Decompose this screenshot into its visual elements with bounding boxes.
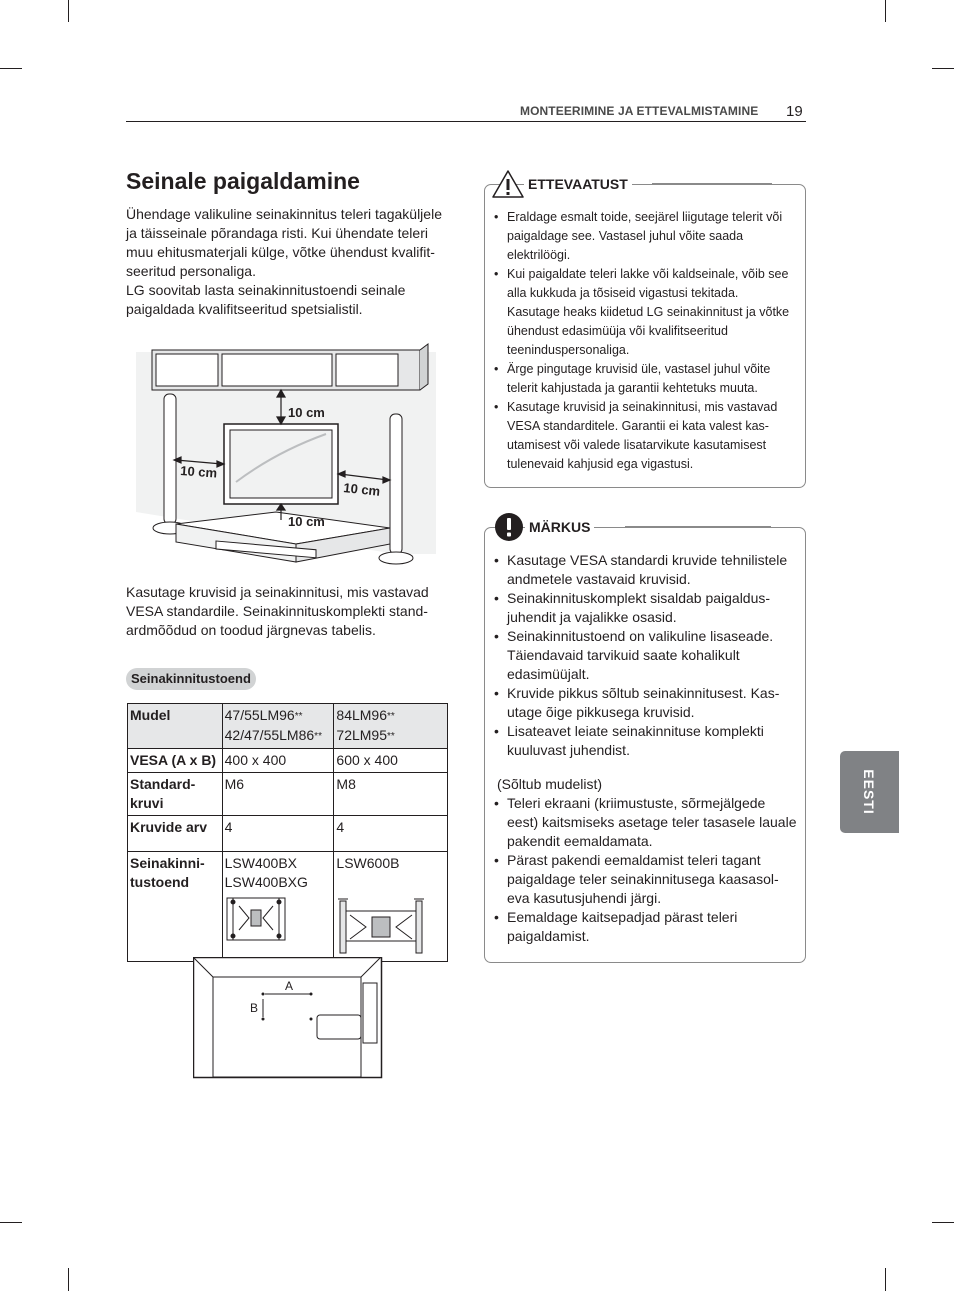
- vesa-dimension-diagram: [193, 957, 383, 1079]
- model-label: 47/55LM96: [224, 707, 295, 723]
- table-cell: 400 x 400: [222, 749, 334, 773]
- crop-mark: [0, 68, 22, 69]
- intro-paragraph: Ühendage valikuline seinakinnitus teleri tagaküljele ja täisseinale põrandaga risti. Kui ühendate teleri muu ehitusmaterjali külge, võtke ühendust kvalifit-seeritud personaliga.: [126, 206, 442, 279]
- table-header-cell: Standard-kruvi: [128, 773, 223, 816]
- clearance-left: 10 cm: [179, 463, 218, 481]
- list-item: • Kasutage kruvisid ja seinakinnitusi, mis vastavad VESA standarditele. Garantii ei kata valest kas-utamisest või valede lisatarvikute kasutamisest tulenevaid kahjusid ega vigastusi.: [492, 398, 792, 474]
- wall-mount-illustration: [136, 342, 438, 574]
- clearance-bottom: 10 cm: [288, 514, 325, 529]
- crop-mark: [885, 1268, 886, 1291]
- table-row: [128, 704, 448, 749]
- note-icon: [494, 512, 524, 542]
- footnote-mark: **: [387, 711, 395, 722]
- note-title: MÄRKUS: [525, 519, 594, 535]
- table-header-cell: Seinakinni-tustoend: [128, 852, 223, 962]
- language-tab-label: EESTI: [861, 769, 877, 815]
- clearance-top: 10 cm: [288, 405, 325, 420]
- spec-table: [127, 703, 448, 962]
- model-label: 72LM95: [336, 727, 387, 743]
- table-cell: M8: [334, 773, 448, 816]
- page-title: Seinale paigaldamine: [126, 168, 360, 194]
- dimension-b-label: B: [250, 1001, 259, 1015]
- bracket-lsw600b-image: [336, 893, 426, 959]
- list-item: • Seinakinnituskomplekt sisaldab paigaldus-juhendit ja vajalikke osasid.: [492, 589, 797, 627]
- list-item: • Kui paigaldate teleri lakke või kaldseinale, võib see alla kukkuda ja tõsiseid vigastusi tekitada. Kasutage heaks kiidetud LG seinakinnitust ja võtke ühendust edasimüüja või kvalifitseeritud teeninduspersonaliga.: [492, 265, 792, 360]
- table-cell: [222, 704, 334, 749]
- footnote-mark: **: [387, 731, 395, 742]
- table-row: [128, 852, 448, 962]
- table-row: [128, 749, 448, 773]
- table-cell: 600 x 400: [334, 749, 448, 773]
- list-item: • Teleri ekraani (kriimustuste, sõrmejälgede eest) kaitsmiseks asetage teler tasasele lauale pakendit eemaldamata.: [492, 794, 797, 851]
- note-list-2: [492, 794, 797, 946]
- table-row: [128, 816, 448, 852]
- running-header: MONTEERIMINE JA ETTEVALMISTAMINE: [520, 104, 759, 118]
- note-list: [492, 551, 797, 760]
- crop-mark: [68, 0, 69, 22]
- header-rule: [126, 121, 806, 122]
- table-cell: [222, 852, 334, 962]
- language-tab: [840, 751, 899, 833]
- model-label: 42/47/55LM86: [224, 727, 315, 743]
- footnote-mark: **: [294, 711, 303, 722]
- list-item: • Eraldage esmalt toide, seejärel liigutage telerit või paigaldage see. Vastasel juhul võite saada elektrilöögi.: [492, 208, 792, 265]
- table-cell: M6: [222, 773, 334, 816]
- note-sublabel: (Sõltub mudelist): [497, 776, 603, 792]
- table-header-cell: Kruvide arv: [128, 816, 223, 852]
- list-item: • Ärge pingutage kruvisid üle, vastasel juhul võite telerit kahjustada ja garantii kehtetuks muuta.: [492, 360, 792, 398]
- list-item: • Lisateavet leiate seinakinnituse komplekti kuuluvast juhendist.: [492, 722, 797, 760]
- list-item: • Seinakinnitustoend on valikuline lisaseade. Täiendavaid tarvikuid saate kohalikult edasimüüjalt.: [492, 627, 797, 684]
- bracket-model: LSW400BXG: [224, 874, 308, 890]
- intro-paragraph: LG soovitab lasta seinakinnitustoendi seinale paigaldada kvalifitseeritud spetsialistil.: [126, 282, 406, 317]
- crop-mark: [885, 0, 886, 22]
- page-number: 19: [786, 103, 803, 120]
- caution-list: [492, 208, 792, 474]
- caution-icon: [491, 169, 525, 199]
- footnote-mark: **: [314, 731, 322, 742]
- table-cell: 4: [334, 816, 448, 852]
- crop-mark: [932, 1222, 954, 1223]
- clearance-right: 10 cm: [342, 480, 381, 499]
- crop-mark: [932, 68, 954, 69]
- table-header-cell: Mudel: [128, 704, 223, 749]
- table-cell: [334, 852, 448, 962]
- table-row: [128, 773, 448, 816]
- list-item: • Eemaldage kaitsepadjad pärast teleri paigaldamist.: [492, 908, 797, 946]
- list-item: • Pärast pakendi eemaldamist teleri tagant paigaldage teler seinakinnitusega kaasasol-eva kasutusjuhendi järgi.: [492, 851, 797, 908]
- bracket-lsw400bx-image: [225, 896, 287, 942]
- caution-title: ETTEVAATUST: [524, 176, 632, 192]
- list-item: • Kasutage VESA standardi kruvide tehnilistele andmetele vastavaid kruvisid.: [492, 551, 797, 589]
- crop-mark: [0, 1222, 22, 1223]
- bracket-model: LSW600B: [336, 855, 400, 871]
- table-header-cell: VESA (A x B): [128, 749, 223, 773]
- crop-mark: [68, 1268, 69, 1291]
- bracket-model: LSW400BX: [224, 855, 298, 871]
- table-cell: [334, 704, 448, 749]
- note-title-rule: [625, 526, 771, 527]
- section-label: Seinakinnitustoend: [126, 668, 256, 690]
- dimension-a-label: A: [285, 979, 294, 993]
- list-item: • Kruvide pikkus sõltub seinakinnitusest. Kas-utage õige pikkusega kruvisid.: [492, 684, 797, 722]
- model-label: 84LM96: [336, 707, 387, 723]
- vesa-paragraph: Kasutage kruvisid ja seinakinnitusi, mis vastavad VESA standardile. Seinakinnituskomplekti stand-ardmõõdud on toodud järgnevas tabelis.: [126, 584, 429, 638]
- table-cell: 4: [222, 816, 334, 852]
- caution-title-rule: [652, 183, 772, 184]
